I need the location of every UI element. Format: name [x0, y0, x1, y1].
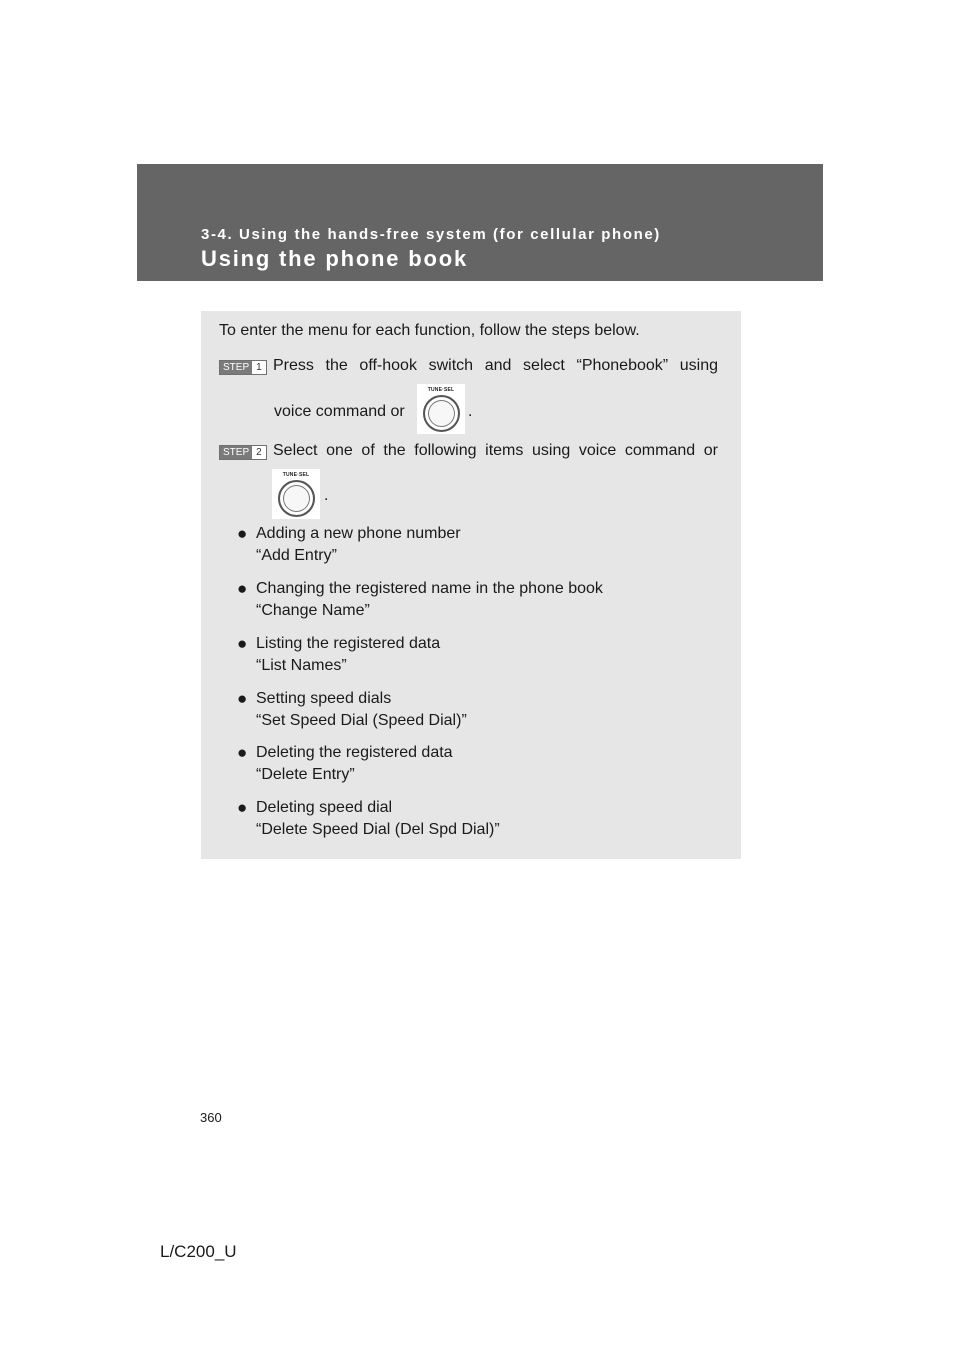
item-title: Listing the registered data	[256, 635, 441, 652]
section-title: 3-4. Using the hands-free system (for cellular phone)	[201, 226, 661, 243]
step-2-period: .	[324, 487, 329, 504]
tune-sel-knob-icon	[272, 469, 320, 519]
knob-label: TUNE·SEL	[427, 387, 455, 393]
bullet-icon: ●	[237, 689, 248, 708]
bullet-icon: ●	[237, 743, 248, 762]
item-title: Setting speed dials	[256, 690, 392, 707]
document-code: L/C200_U	[160, 1242, 237, 1261]
intro-text: To enter the menu for each function, follow the steps below.	[219, 322, 640, 339]
step-badge-number: 2	[256, 447, 262, 458]
step-badge-number: 1	[256, 362, 262, 373]
item-command: “Delete Speed Dial (Del Spd Dial)”	[256, 821, 500, 838]
item-command: “Delete Entry”	[256, 766, 355, 783]
step-badge-word: STEP	[220, 361, 252, 374]
tune-sel-knob-icon	[417, 384, 465, 434]
item-title: Adding a new phone number	[256, 525, 461, 542]
page-title: Using the phone book	[201, 246, 468, 271]
item-title: Changing the registered name in the phone book	[256, 580, 603, 597]
knob-ring	[423, 395, 460, 432]
step-1-badge	[219, 360, 267, 375]
step-1-text: Press the off-hook switch and select “Phonebook” using	[273, 357, 718, 374]
item-title: Deleting speed dial	[256, 799, 393, 816]
step-1-text-continued: voice command or	[274, 403, 405, 420]
item-command: “Change Name”	[256, 602, 370, 619]
bullet-icon: ●	[237, 798, 248, 817]
section-header	[137, 164, 823, 281]
step-2-text: Select one of the following items using voice command or	[273, 442, 718, 459]
bullet-icon: ●	[237, 579, 248, 598]
bullet-icon: ●	[237, 524, 248, 543]
bullet-icon: ●	[237, 634, 248, 653]
instruction-box	[201, 311, 741, 859]
item-title: Deleting the registered data	[256, 744, 453, 761]
item-command: “List Names”	[256, 657, 347, 674]
knob-ring	[278, 480, 315, 517]
step-1-period: .	[468, 403, 473, 420]
item-command: “Add Entry”	[256, 547, 337, 564]
item-command: “Set Speed Dial (Speed Dial)”	[256, 712, 467, 729]
step-badge-word: STEP	[220, 446, 252, 459]
step-2-badge	[219, 445, 267, 460]
page-number: 360	[200, 1110, 222, 1125]
knob-label: TUNE·SEL	[282, 472, 310, 478]
